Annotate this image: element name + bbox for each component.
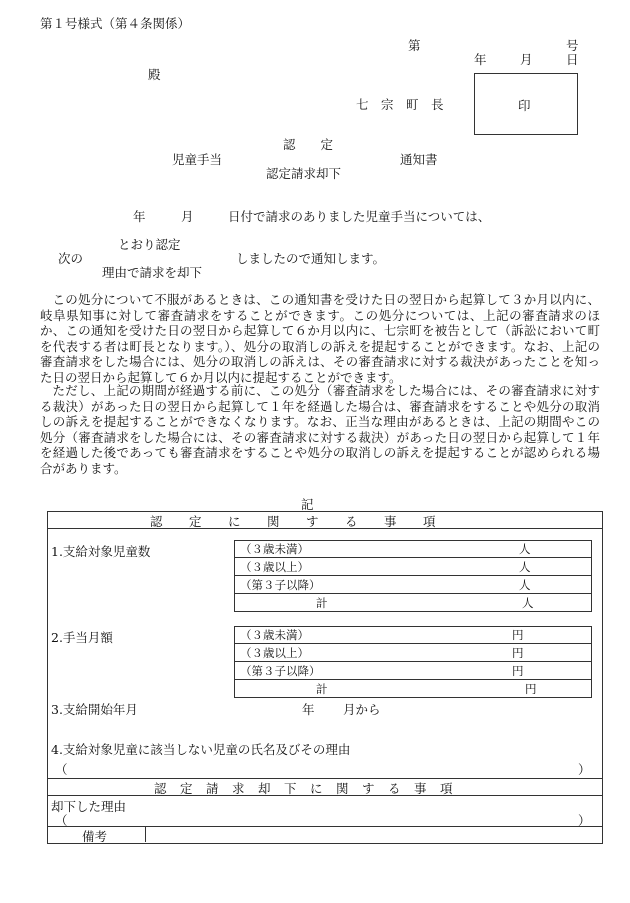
doc-number-go: 号 (566, 38, 579, 53)
item4-close-paren: ） (578, 762, 591, 777)
divider (234, 557, 591, 558)
kyakka-section-header: 認 定 請 求 却 下 に 関 す る 事 項 (154, 781, 454, 796)
intro-notice-line: しましたので通知します。 (236, 251, 386, 266)
appeal-paragraph-1: この処分について不服があるときは、この通知書を受けた日の翌日から起算して３か月以内に、岐阜県知事に対して審査請求をすることができます。この処分については、上記の審査請求のほか、この通知を受けた日の翌日から起算して６か月以内に、七宗町を被告として（訴訟において町を代表する者は町長となります。）、処分の取消しの訴えを提起することができます。なお、上記の審査請求をした場合には、処分の取消しの訴えは、その審査請求に対する裁決があったことを知った日の翌日から起算して６か月以内に提起することができます。 (40, 292, 600, 385)
ki-label: 記 (301, 497, 314, 512)
item1-row-label: （３歳未満） (240, 542, 309, 556)
date-day: 日 (566, 52, 579, 67)
item2-row-label: （３歳未満） (240, 628, 309, 642)
title-subject: 児童手当 (172, 152, 223, 167)
date-year: 年 (474, 52, 487, 67)
item3-year: 年 (302, 702, 315, 717)
reason-label: 却下した理由 (51, 799, 127, 814)
title-notice: 通知書 (400, 152, 438, 167)
seal-box (474, 73, 578, 135)
item1-row-label: （３歳以上） (240, 560, 309, 574)
divider (234, 661, 591, 662)
item1-total-unit: 人 (522, 596, 534, 610)
biko-label: 備考 (82, 829, 108, 844)
title-kyakka: 認定請求却下 (266, 166, 342, 181)
item1-row-unit: 人 (519, 542, 531, 556)
item3-label: 3.支給開始年月 (51, 702, 138, 717)
intro-option-kyakka: 理由で請求を却下 (102, 265, 203, 280)
divider (234, 643, 591, 644)
title-nintei: 認 定 (283, 137, 334, 152)
doc-number-dai: 第 (408, 38, 421, 53)
reason-close-paren: ） (578, 813, 591, 828)
seal-mark: 印 (518, 98, 531, 113)
date-month: 月 (520, 52, 533, 67)
form-number: 第１号様式（第４条関係） (40, 16, 191, 31)
item2-total-label: 計 (316, 682, 328, 696)
divider (234, 679, 591, 680)
intro-date-line: 日付で請求のありました児童手当については、 (228, 209, 491, 224)
item2-row-unit: 円 (512, 664, 524, 678)
appeal-paragraph-2: ただし、上記の期間が経過する前に、この処分（審査請求をした場合には、その審査請求に対する裁決）があった日の翌日から起算して１年を経過した場合は、審査請求をすることや処分の取消しの訴えを提起することができなくなります。なお、正当な理由があるときは、上記の期間やこの処分（審査請求をした場合には、その審査請求に対する裁決）があった日の翌日から起算して１年を経過した後であっても審査請求をすることや処分の取消しの訴えを提起することが認められる場合があります。 (40, 383, 600, 476)
divider (234, 593, 591, 594)
reason-open-paren: （ (55, 813, 68, 828)
addressee-dono: 殿 (148, 67, 161, 82)
intro-tsugi: 次の (58, 251, 84, 266)
intro-month: 月 (181, 209, 194, 224)
divider (234, 575, 591, 576)
item1-total-label: 計 (316, 596, 328, 610)
issuer-name: 七 宗 町 長 (356, 97, 444, 112)
item1-label: 1.支給対象児童数 (51, 544, 151, 559)
item1-row-unit: 人 (519, 578, 531, 592)
item2-total-unit: 円 (525, 682, 537, 696)
item2-row-label: （第３子以降） (240, 664, 321, 678)
item4-open-paren: （ (55, 762, 68, 777)
item1-row-label: （第３子以降） (240, 578, 321, 592)
item2-label: 2.手当月額 (51, 630, 113, 645)
intro-option-nintei: とおり認定 (118, 237, 181, 252)
item2-row-unit: 円 (512, 646, 524, 660)
item1-row-unit: 人 (519, 560, 531, 574)
item3-month-from: 月から (343, 702, 381, 717)
item2-row-unit: 円 (512, 628, 524, 642)
item4-label: 4.支給対象児童に該当しない児童の氏名及びその理由 (51, 742, 351, 757)
divider (47, 826, 602, 827)
item2-row-label: （３歳以上） (240, 646, 309, 660)
divider (145, 826, 146, 842)
nintei-section-header: 認 定 に 関 す る 事 項 (150, 514, 437, 529)
intro-year: 年 (133, 209, 146, 224)
